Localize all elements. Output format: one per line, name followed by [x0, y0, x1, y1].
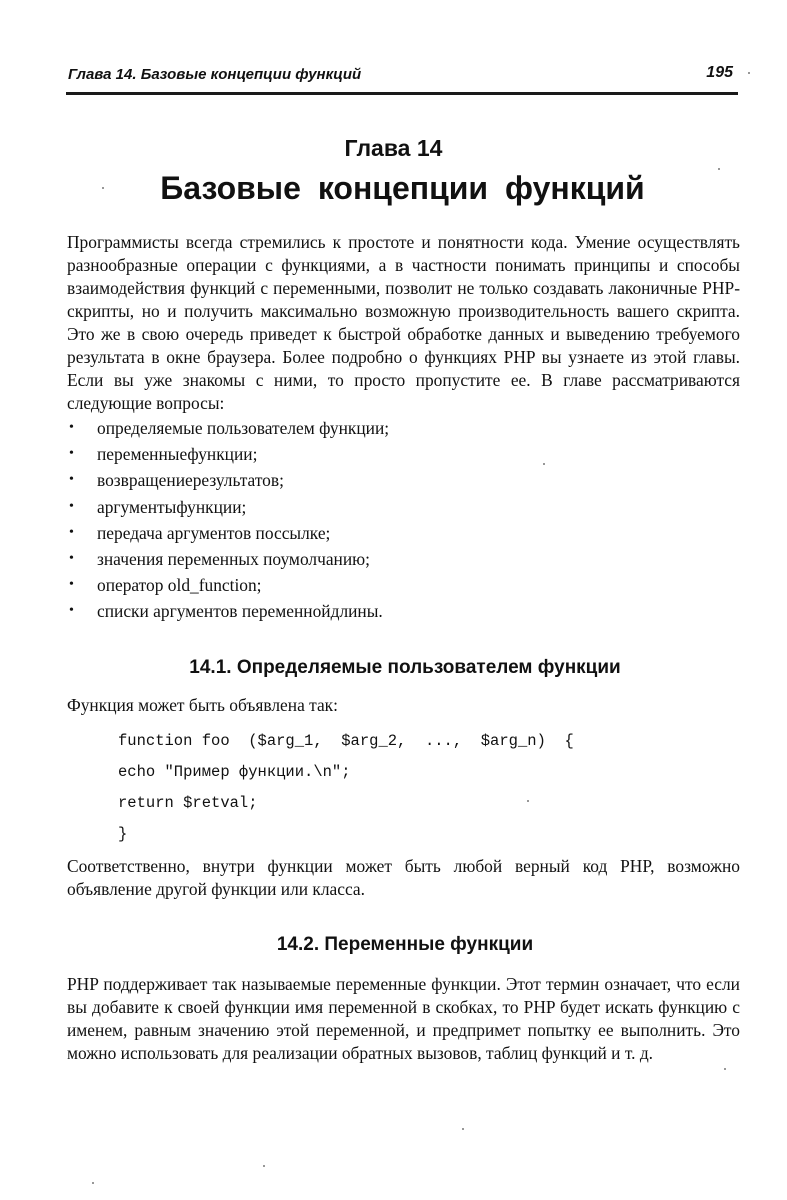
section-1-lead: Функция может быть объявлена так: — [67, 695, 338, 715]
code-line: return $retval; — [118, 794, 258, 812]
scan-speck — [748, 72, 750, 74]
section-heading-14-1: 14.1. Определяемые пользователем функции — [189, 657, 621, 678]
list-item-text: аргументыфункции; — [97, 496, 247, 517]
list-item — [67, 494, 727, 520]
section-1-after-code: Соответственно, внутри функции может быть любой верный код PHP, возможно объявление другой функции или класса. — [67, 856, 740, 899]
header-rule — [66, 92, 738, 95]
section-2-paragraph: PHP поддерживает так называемые переменные функции. Этот термин означает, что если вы добавите к своей функции имя переменной в скобках, то PHP будет искать функцию с именем, равным значению этой переменной, и предпримет попытку ее выполнить. Это можно использовать для реализации обратных вызовов, таблиц функций и т. д. — [67, 974, 740, 1063]
bullet-icon: • — [69, 420, 74, 435]
list-item — [67, 467, 727, 493]
topic-list — [67, 415, 727, 625]
bullet-icon: • — [69, 524, 74, 540]
list-item — [67, 572, 727, 598]
list-item-text: значения переменных поумолчанию; — [97, 548, 370, 569]
scan-speck — [263, 1165, 265, 1167]
bullet-icon: • — [69, 498, 74, 514]
list-item-text: переменныефункции; — [97, 444, 258, 465]
running-header — [68, 62, 733, 88]
page-number: 195 — [706, 64, 733, 81]
code-line: function foo ($arg_1, $arg_2, ..., $arg_n) { — [118, 732, 574, 750]
chapter-title: Базовые концепции функций — [160, 170, 645, 206]
code-line: } — [118, 825, 128, 843]
code-block — [118, 727, 618, 851]
list-item-text: оператор old_function; — [97, 575, 262, 596]
bullet-icon: • — [69, 446, 74, 462]
running-header-chapter: Глава 14. Базовые концепции функций — [68, 66, 362, 83]
list-item-text: передача аргументов поссылке; — [97, 522, 331, 543]
list-item-text: возвращениерезультатов; — [97, 470, 284, 491]
bullet-icon: • — [69, 603, 74, 619]
intro-paragraph: Программисты всегда стремились к простоте и понятности кода. Умение осуществлять разнообразные операции с функциями, а в частности понимать принципы и способы взаимодействия функций с переменными, позволит не только создавать лаконичные PHP-скрипты, но и получить максимально возможную производительность вашего скрипта. Это же в свою очередь приведет к быстрой обработке данных и выведению требуемого результата в окне браузера. Более подробно о функциях PHP вы узнаете из этой главы. Если вы уже знакомы с ними, то просто пропустите ее. В главе рассматриваются следующие вопросы: — [67, 232, 740, 413]
bullet-icon: • — [69, 577, 74, 593]
scan-speck — [718, 168, 720, 170]
scan-speck — [527, 800, 529, 802]
list-item-text: списки аргументов переменнойдлины. — [97, 601, 383, 622]
list-item-text: определяемые пользователем функции; — [97, 418, 390, 438]
scan-speck — [102, 187, 104, 189]
bullet-icon: • — [69, 472, 74, 488]
scan-speck — [543, 463, 545, 465]
section-heading-14-2: 14.2. Переменные функции — [276, 934, 534, 955]
list-item — [67, 415, 727, 441]
list-item — [67, 441, 727, 467]
list-item — [67, 520, 727, 546]
list-item — [67, 598, 727, 624]
scan-speck — [92, 1182, 94, 1184]
scan-speck — [724, 1068, 726, 1070]
chapter-label: Глава 14 — [344, 135, 443, 161]
list-item — [67, 546, 727, 572]
code-line: echo "Пример функции.\n"; — [118, 763, 351, 781]
bullet-icon: • — [69, 550, 74, 566]
scan-speck — [462, 1128, 464, 1130]
